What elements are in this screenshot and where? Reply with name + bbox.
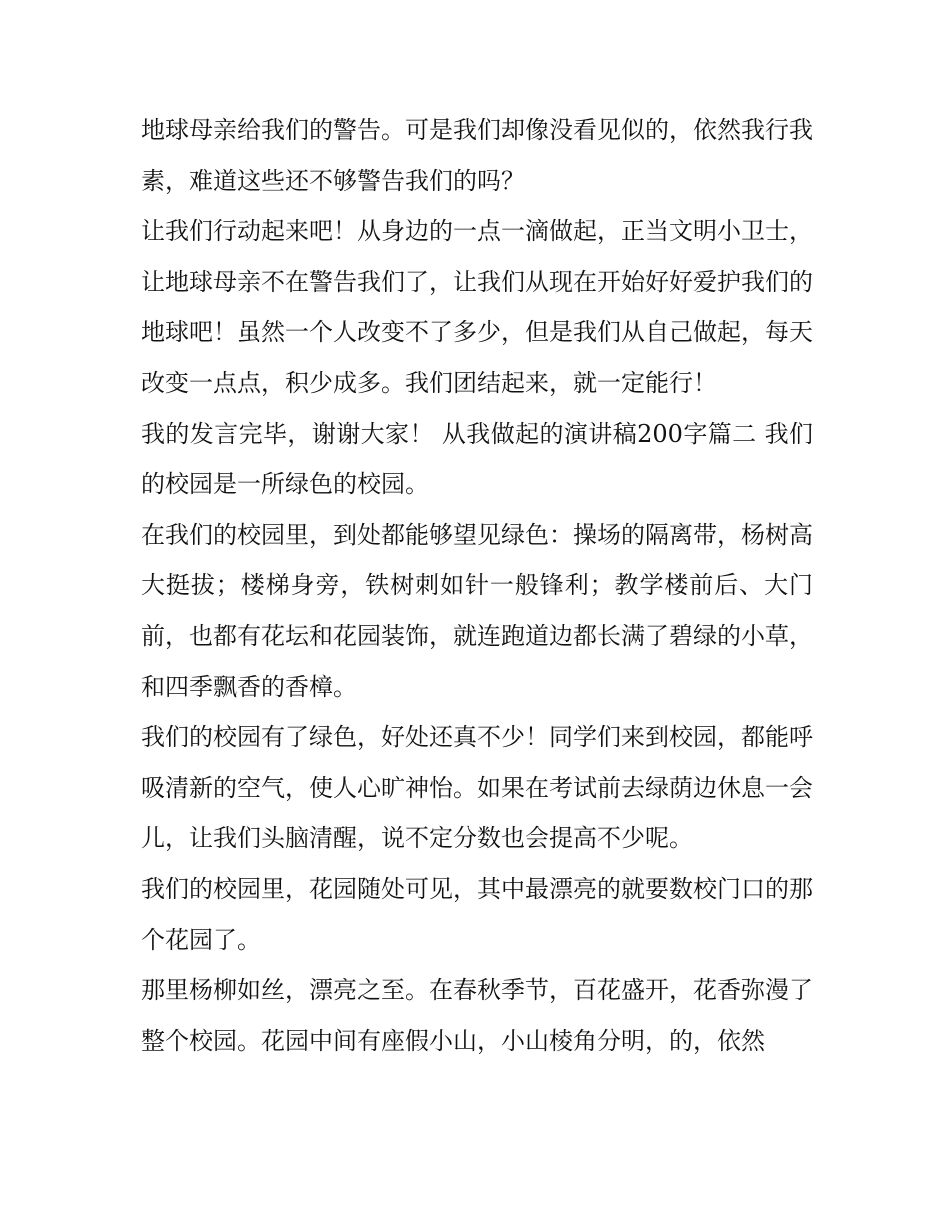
paragraph-6: 我们的校园里，花园随处可见，其中最漂亮的就要数校门口的那个花园了。 xyxy=(141,874,813,954)
paragraph-4: 在我们的校园里，到处都能够望见绿色：操场的隔离带，杨树高大挺拔；楼梯身旁，铁树刺如针一般锋利；教学楼前后、大门前，也都有花坛和花园装饰，就连跑道边都长满了碧绿的小草，和四季飘香的香樟。 xyxy=(141,520,813,701)
document-body xyxy=(141,105,813,1066)
paragraph-7: 那里杨柳如丝，漂亮之至。在春秋季节，百花盛开，花香弥漫了整个校园。花园中间有座假小山，小山棱角分明，的，依然 xyxy=(141,976,813,1055)
paragraph-1: 地球母亲给我们的警告。可是我们却像没看见似的，依然我行我素，难道这些还不够警告我们的吗？ xyxy=(141,116,813,195)
paragraph-5: 我们的校园有了绿色，好处还真不少！同学们来到校园，都能呼吸清新的空气，使人心旷神怡。如果在考试前去绿荫边休息一会儿，让我们头脑清醒，说不定分数也会提高不少呢。 xyxy=(141,723,813,853)
paragraph-2: 让我们行动起来吧！从身边的一点一滴做起，正当文明小卫士，让地球母亲不在警告我们了，让我们从现在开始好好爱护我们的地球吧！虽然一个人改变不了多少，但是我们从自己做起，每天改变一点点，积少成多。我们团结起来，就一定能行！ xyxy=(141,217,813,397)
paragraph-3: 我的发言完毕，谢谢大家！ 从我做起的演讲稿200字篇二 我们的校园是一所绿色的校园。 xyxy=(141,419,813,499)
